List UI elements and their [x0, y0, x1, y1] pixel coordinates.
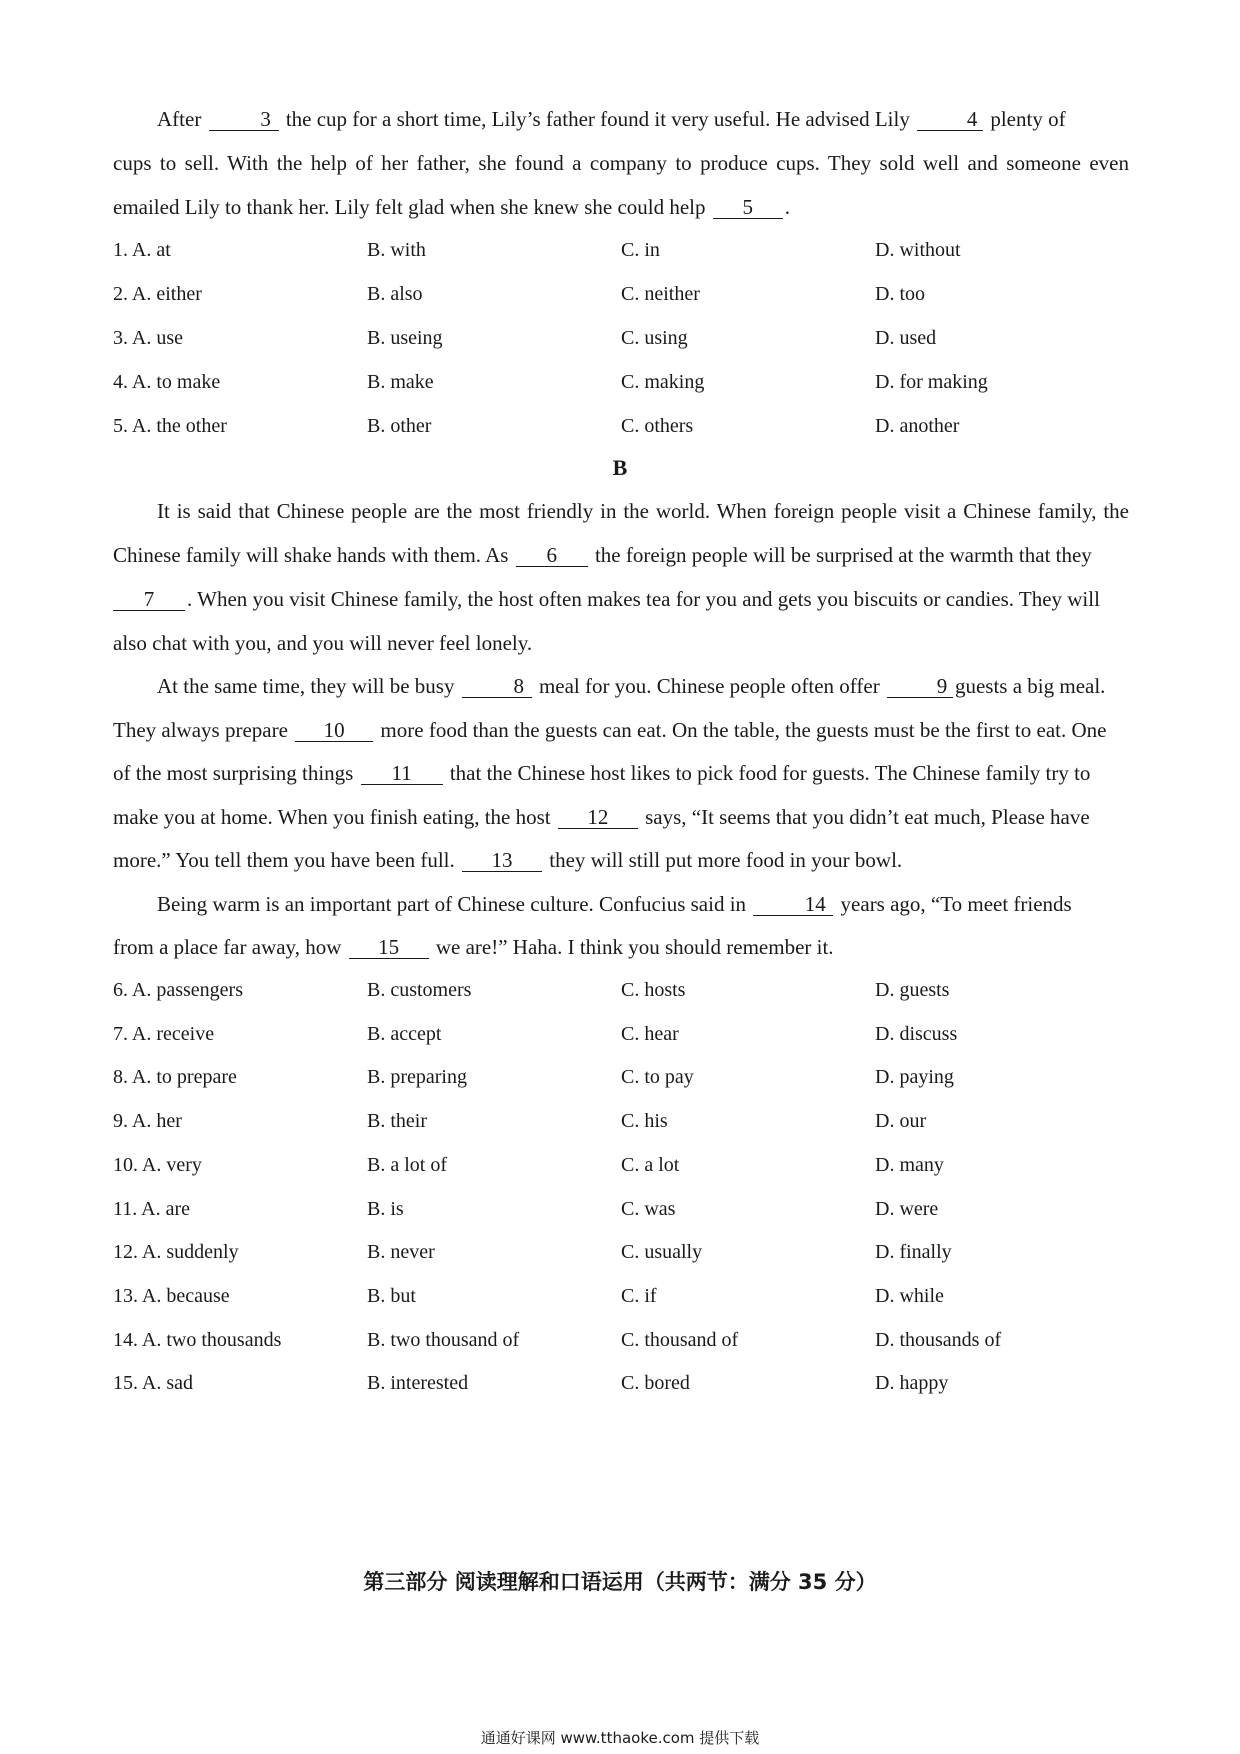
passage-b-p1-line-3	[113, 586, 1129, 613]
option-text: A. passengers	[131, 979, 243, 1001]
question-number: 11.	[113, 1197, 138, 1220]
option-a	[113, 325, 183, 352]
text: meal for you. Chinese people often offer	[538, 674, 880, 698]
text: Being warm is an important part of Chinese culture. Confucius said in	[157, 892, 747, 916]
option-text: A. sad	[141, 1372, 194, 1395]
text: says, “It seems that you didn’t eat much, Please have	[645, 805, 1090, 829]
option-b: B. interested	[367, 1372, 469, 1395]
blank-4: 4	[917, 108, 983, 131]
option-d: D. discuss	[875, 1022, 958, 1045]
question-row	[113, 325, 1129, 352]
question-number: 3.	[113, 327, 128, 349]
option-text: A. at	[131, 239, 171, 261]
option-b: B. with	[367, 239, 426, 261]
text: the cup for a short time, Lily’s father found it very useful. He advised Lily	[285, 107, 910, 131]
option-c: C. making	[621, 371, 705, 393]
option-d: D. thousands of	[875, 1328, 1002, 1351]
text: . When you visit Chinese family, the host often makes tea for you and gets you biscuits or candies. They will	[187, 587, 1100, 611]
question-number: 15.	[113, 1372, 138, 1395]
option-text: A. the other	[131, 415, 227, 437]
text: make you at home. When you finish eating, the host	[113, 805, 551, 829]
option-a	[113, 977, 243, 1004]
option-text: A. because	[141, 1284, 230, 1307]
option-a	[113, 1064, 237, 1091]
option-a	[113, 369, 220, 396]
option-d: D. used	[875, 327, 937, 349]
option-text: A. either	[131, 283, 202, 305]
text: .	[784, 195, 791, 219]
option-text: A. use	[131, 327, 184, 349]
option-c: C. a lot	[621, 1153, 680, 1176]
option-d: D. for making	[875, 371, 988, 393]
option-text: A. her	[131, 1110, 182, 1133]
question-number: 10.	[113, 1153, 138, 1176]
option-c: C. his	[621, 1110, 668, 1133]
passage-b-p1-line-1: It is said that Chinese people are the most friendly in the world. When foreign people visit a Chinese family, the	[157, 499, 1129, 523]
passage-b-p2-line-3	[113, 760, 1129, 787]
passage-b-p1-line-2	[113, 542, 1129, 569]
footer-source: 通通好课网 www.tthaoke.com 提供下载	[480, 1729, 760, 1747]
blank-6: 6	[516, 544, 588, 567]
option-text: A. to make	[131, 371, 221, 393]
question-number: 9.	[113, 1110, 128, 1133]
option-b: B. but	[367, 1284, 416, 1307]
option-d: D. while	[875, 1284, 944, 1307]
blank-12: 12	[558, 806, 638, 829]
option-c: C. was	[621, 1197, 676, 1220]
blank-10: 10	[295, 719, 373, 742]
option-c: C. using	[621, 327, 688, 349]
option-b: B. never	[367, 1241, 435, 1264]
question-number: 5.	[113, 415, 128, 437]
option-b: B. useing	[367, 327, 443, 349]
option-c: C. hosts	[621, 979, 686, 1001]
question-number: 1.	[113, 239, 128, 261]
text: they will still put more food in your bowl.	[549, 848, 903, 872]
blank-3: 3	[209, 108, 279, 131]
blank-8: 8	[462, 675, 532, 698]
blank-7: 7	[113, 588, 185, 611]
option-a	[113, 413, 227, 440]
text: more food than the guests can eat. On the table, the guests must be the first to eat. One	[380, 718, 1107, 742]
text: the foreign people will be surprised at the warmth that they	[594, 543, 1092, 567]
question-number: 6.	[113, 979, 128, 1001]
option-b: B. accept	[367, 1022, 442, 1045]
option-c: C. if	[621, 1284, 657, 1307]
option-text: A. suddenly	[141, 1241, 239, 1264]
text: more.” You tell them you have been full.	[113, 848, 455, 872]
option-d: D. finally	[875, 1241, 952, 1264]
text: After	[157, 107, 202, 131]
option-b: B. also	[367, 283, 423, 305]
question-row	[113, 1108, 1129, 1135]
option-a	[113, 1327, 281, 1354]
text: years ago, “To meet friends	[840, 892, 1072, 916]
passage-b-p3-line-2	[113, 934, 1129, 961]
question-row	[113, 237, 1129, 264]
blank-5: 5	[713, 196, 783, 219]
option-text: A. two thousands	[141, 1328, 282, 1351]
question-row	[113, 1370, 1129, 1397]
option-a	[113, 1021, 214, 1048]
question-number: 8.	[113, 1066, 128, 1089]
option-d: D. were	[875, 1197, 939, 1220]
option-text: A. are	[141, 1197, 191, 1220]
question-number: 12.	[113, 1241, 138, 1264]
question-number: 4.	[113, 371, 128, 393]
blank-14: 14	[753, 893, 833, 916]
option-a	[113, 1152, 202, 1179]
question-number: 7.	[113, 1022, 128, 1045]
part-three-heading: 第三部分 阅读理解和口语运用（共两节：满分 35 分）	[363, 1570, 877, 1594]
text: At the same time, they will be busy	[157, 674, 455, 698]
option-d: D. without	[875, 239, 961, 261]
option-c: C. neither	[621, 283, 700, 305]
option-b: B. is	[367, 1197, 404, 1220]
text: of the most surprising things	[113, 761, 354, 785]
blank-15: 15	[349, 936, 429, 959]
question-number: 14.	[113, 1328, 138, 1351]
option-c: C. thousand of	[621, 1328, 739, 1351]
option-b: B. make	[367, 371, 434, 393]
option-a	[113, 281, 202, 308]
blank-11: 11	[361, 762, 443, 785]
question-row	[113, 1064, 1129, 1091]
question-row	[113, 369, 1129, 396]
question-row	[113, 977, 1129, 1004]
option-a	[113, 237, 171, 264]
passage-b-p2-line-2	[113, 717, 1129, 744]
option-d: D. another	[875, 415, 960, 437]
option-d: D. our	[875, 1110, 927, 1133]
option-a	[113, 1108, 182, 1135]
option-a	[113, 1239, 239, 1266]
option-text: A. receive	[131, 1022, 215, 1045]
option-a	[113, 1196, 190, 1223]
text: guests a big meal.	[954, 674, 1106, 698]
option-b: B. preparing	[367, 1066, 467, 1089]
text: emailed Lily to thank her. Lily felt glad when she knew she could help	[113, 195, 706, 219]
passage-b-p2-line-4	[113, 804, 1129, 831]
option-d: D. too	[875, 283, 925, 305]
passage-a-line-3	[113, 194, 1129, 221]
text: that the Chinese host likes to pick food for guests. The Chinese family try to	[449, 761, 1091, 785]
question-number: 13.	[113, 1284, 138, 1307]
option-a	[113, 1283, 230, 1310]
blank-13: 13	[462, 849, 542, 872]
option-c: C. hear	[621, 1022, 679, 1045]
passage-a-line-1	[113, 106, 1129, 133]
option-text: A. to prepare	[131, 1066, 237, 1089]
option-d: D. happy	[875, 1372, 949, 1395]
question-row	[113, 1327, 1129, 1354]
option-b: B. customers	[367, 979, 472, 1001]
question-row	[113, 413, 1129, 440]
option-c: C. others	[621, 415, 694, 437]
option-a	[113, 1370, 193, 1397]
option-d: D. many	[875, 1153, 944, 1176]
passage-b-p3-line-1	[113, 891, 1129, 918]
question-row	[113, 1196, 1129, 1223]
blank-9: 9	[887, 675, 953, 698]
text: we are!” Haha. I think you should remember it.	[435, 935, 834, 959]
option-c: C. in	[621, 239, 660, 261]
question-number: 2.	[113, 283, 128, 305]
question-row	[113, 1021, 1129, 1048]
option-c: C. usually	[621, 1241, 703, 1264]
option-d: D. guests	[875, 979, 950, 1001]
option-b: B. two thousand of	[367, 1328, 520, 1351]
option-d: D. paying	[875, 1066, 954, 1089]
question-row	[113, 1239, 1129, 1266]
question-row	[113, 281, 1129, 308]
passage-b-p1-line-4: also chat with you, and you will never feel lonely.	[113, 631, 533, 655]
text: They always prepare	[113, 718, 288, 742]
option-b: B. their	[367, 1110, 427, 1133]
text: from a place far away, how	[113, 935, 342, 959]
option-b: B. other	[367, 415, 432, 437]
passage-b-p2-line-5	[113, 847, 1129, 874]
section-b-heading: B	[612, 455, 628, 480]
passage-a-line-2: cups to sell. With the help of her father, she found a company to produce cups. They sold well and someone even	[113, 151, 1129, 175]
question-row	[113, 1283, 1129, 1310]
question-row	[113, 1152, 1129, 1179]
option-text: A. very	[141, 1153, 202, 1176]
text: plenty of	[990, 107, 1066, 131]
option-c: C. bored	[621, 1372, 690, 1395]
text: Chinese family will shake hands with them. As	[113, 543, 509, 567]
passage-b-p2-line-1	[113, 673, 1129, 700]
option-c: C. to pay	[621, 1066, 694, 1089]
option-b: B. a lot of	[367, 1153, 447, 1176]
